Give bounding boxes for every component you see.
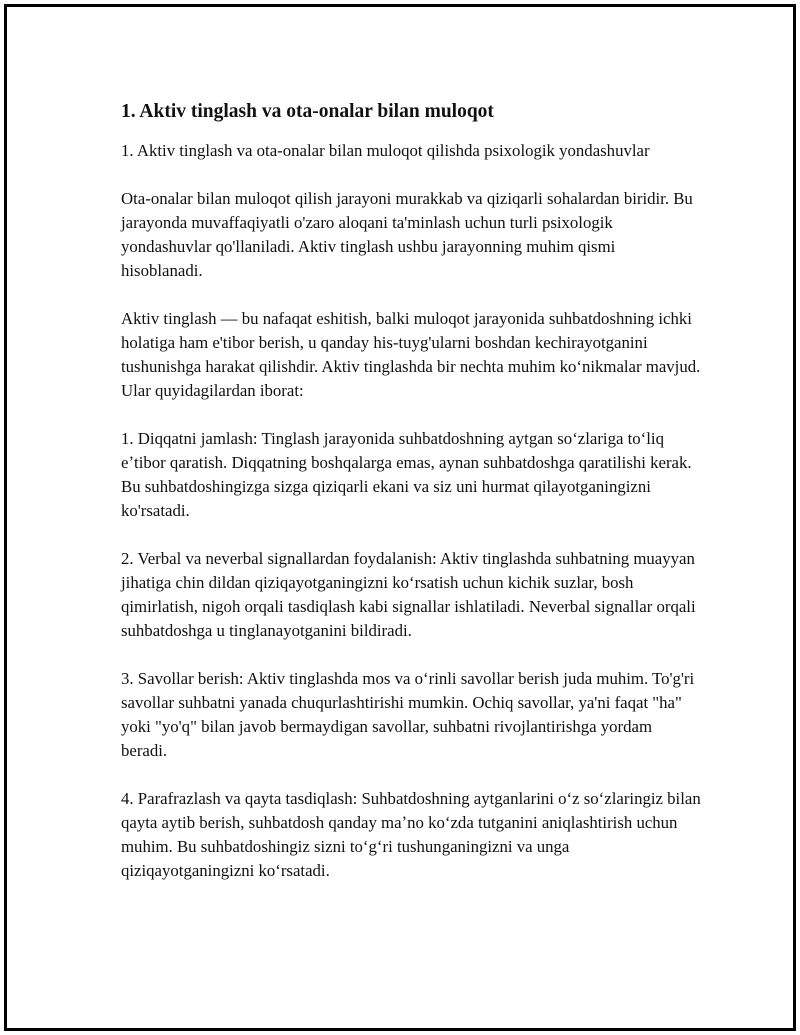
paragraph-intro: Ota-onalar bilan muloqot qilish jarayoni murakkab va qiziqarli sohalardan biridir. Bu jarayonda muvaffaqiyatli o'zaro aloqani ta'minlash uchun turli psixologik yondashuvlar qo'llaniladi. Aktiv tinglash ushbu jarayonning muhim qismi hisoblanadi. [121,189,693,280]
paragraph-point-2: 2. Verbal va neverbal signallardan foydalanish: Aktiv tinglashda suhbatning muayyan jihatiga chin dildan qiziqayotganingizni koʻrsatish uchun kichik suzlar, bosh qimirlatish, nigoh orqali tasdiqlash kabi signallar ishlatiladi. Neverbal signallar orqali suhbatdoshga u tinglanayotganini bildiradi. [121,549,696,640]
paragraph-definition: Aktiv tinglash — bu nafaqat eshitish, balki muloqot jarayonida suhbatdoshning ichki holatiga ham e'tibor berish, u qanday his-tuyg'ularni boshdan kechirayotganini tushunishga harakat qilishdir. Aktiv tinglashda bir nechta muhim koʻnikmalar mavjud. Ular quyidagilardan iborat: [121,309,701,400]
document-body [121,99,701,907]
paragraph-point-3: 3. Savollar berish: Aktiv tinglashda mos va oʻrinli savollar berish juda muhim. To'g'ri savollar suhbatni yanada chuqurlashtirishi mumkin. Ochiq savollar, ya'ni faqat "ha" yoki "yo'q" bilan javob bermaydigan savollar, suhbatni rivojlantirishga yordam beradi. [121,669,695,760]
paragraph-point-4: 4. Parafrazlash va qayta tasdiqlash: Suhbatdoshning aytganlarini oʻz soʻzlaringiz bilan qayta aytib berish, suhbatdosh qanday maʼno koʻzda tutganini aniqlashtirish uchun muhim. Bu suhbatdoshingiz sizni toʻgʻri tushunganingizni va unga qiziqayotganingizni koʻrsatadi. [121,789,701,880]
paragraph-point-1: 1. Diqqatni jamlash: Tinglash jarayonida suhbatdoshning aytgan soʻzlariga toʻliq eʼtibor qaratish. Diqqatning boshqalarga emas, aynan suhbatdoshga qaratilishi kerak. Bu suhbatdoshingizga sizga qiziqarli ekani va siz uni hurmat qilayotganingizni ko'rsatadi. [121,429,692,520]
document-title: 1. Aktiv tinglash va ota-onalar bilan muloqot [121,101,494,122]
paragraph-subtitle: 1. Aktiv tinglash va ota-onalar bilan muloqot qilishda psixologik yondashuvlar [121,141,650,160]
page-frame [4,4,796,1031]
